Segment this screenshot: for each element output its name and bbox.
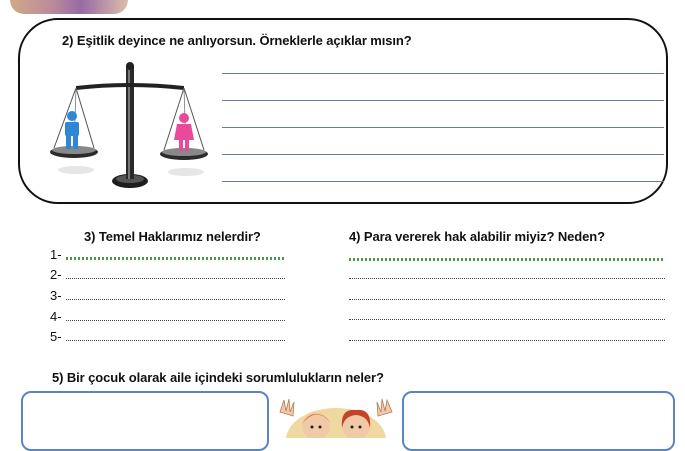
q4-dotted-line[interactable]: [349, 258, 665, 261]
answer-dotted-line[interactable]: [66, 340, 285, 341]
q2-writing-line[interactable]: [222, 154, 664, 155]
q2-writing-line[interactable]: [222, 73, 664, 74]
male-figure-icon: [65, 111, 79, 149]
female-figure-icon: [174, 113, 194, 151]
answer-number: 5-: [50, 329, 62, 344]
question-3-title: 3) Temel Haklarımız nelerdir?: [84, 229, 261, 244]
q5-answer-box-right[interactable]: [402, 391, 675, 451]
answer-row[interactable]: [50, 329, 285, 343]
question-5-title: 5) Bir çocuk olarak aile içindeki sorumlulukların neler?: [52, 370, 384, 385]
answer-row[interactable]: [50, 309, 285, 323]
q5-answer-box-left[interactable]: [21, 391, 269, 451]
answer-row[interactable]: [50, 288, 285, 302]
q4-dotted-line[interactable]: [349, 299, 665, 300]
answer-number: 1-: [50, 247, 62, 262]
question-2-title: 2) Eşitlik deyince ne anlıyorsun. Örneklerle açıklar mısın?: [62, 33, 412, 48]
q2-writing-line[interactable]: [222, 100, 664, 101]
q2-writing-line[interactable]: [222, 181, 664, 182]
answer-row[interactable]: [50, 247, 285, 261]
answer-dotted-line[interactable]: [66, 257, 285, 260]
q4-dotted-line[interactable]: [349, 278, 665, 279]
q4-dotted-line[interactable]: [349, 340, 665, 341]
top-photo-fragment: [10, 0, 128, 14]
answer-number: 2-: [50, 267, 62, 282]
balance-scale-icon: [46, 60, 216, 200]
answer-row[interactable]: [50, 267, 285, 281]
answer-dotted-line[interactable]: [66, 320, 285, 321]
q2-writing-line[interactable]: [222, 127, 664, 128]
answer-number: 3-: [50, 288, 62, 303]
question-4-title: 4) Para vererek hak alabilir miyiz? Neden?: [349, 229, 605, 244]
answer-number: 4-: [50, 309, 62, 324]
answer-dotted-line[interactable]: [66, 278, 285, 279]
answer-dotted-line[interactable]: [66, 299, 285, 300]
children-illustration: [272, 396, 400, 438]
q4-dotted-line[interactable]: [349, 319, 665, 320]
